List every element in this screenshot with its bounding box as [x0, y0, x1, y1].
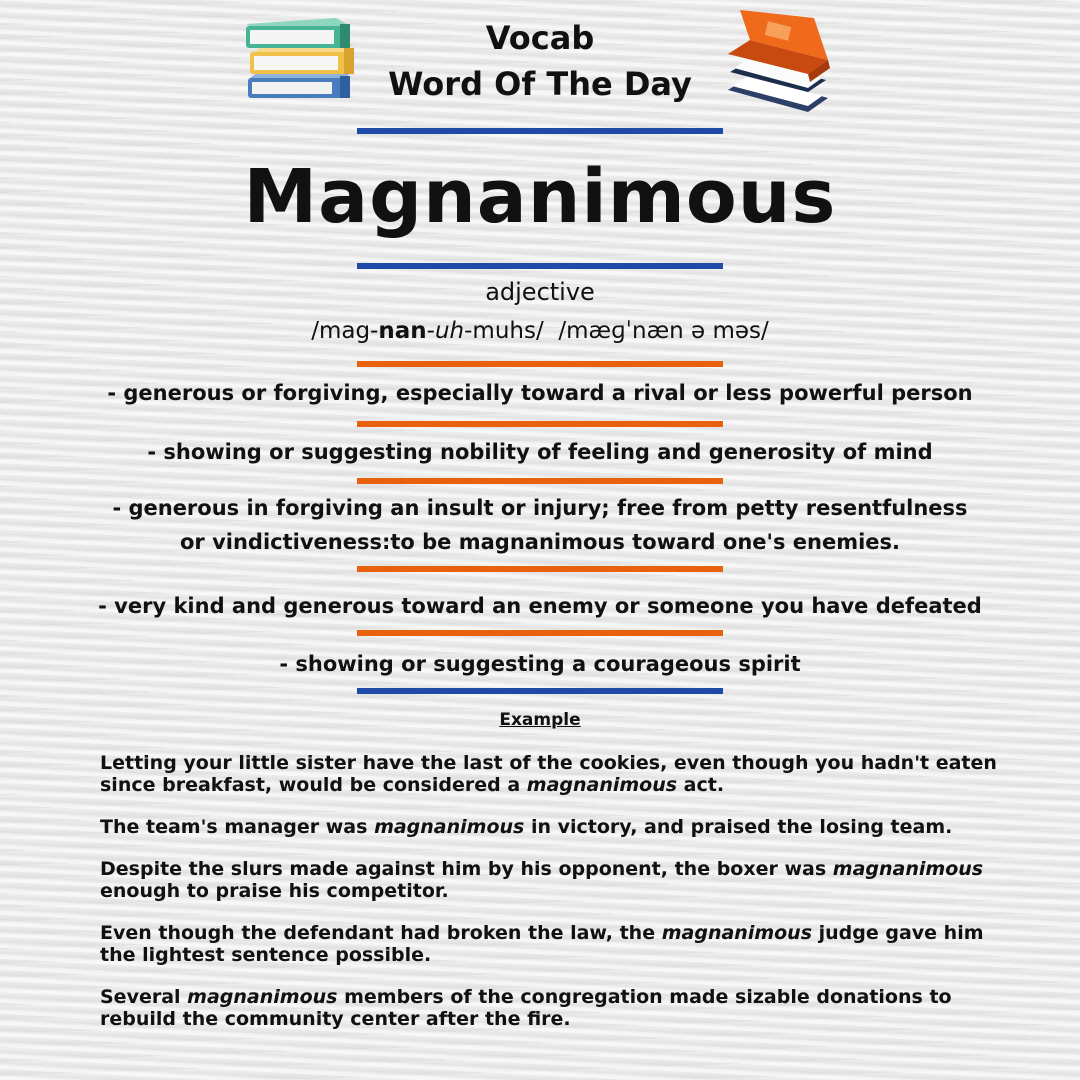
header-word-of-the-day: Word Of The Day — [388, 65, 692, 103]
pronunciation-ipa: /mæɡˈnæn ə məs/ — [558, 318, 769, 344]
definition-2: - showing or suggesting nobility of feeling and generosity of mind — [147, 440, 933, 464]
definition-4: - very kind and generous toward an enemy or someone you have defeated — [98, 594, 982, 618]
pronunciation-mid: - — [426, 318, 435, 344]
example-sentence: The team's manager was magnanimous in victory, and praised the losing team. — [100, 816, 953, 838]
divider — [357, 421, 723, 427]
definition-3-line-1: - generous in forgiving an insult or injury; free from petty resentfulness — [112, 496, 968, 520]
pronunciation-stress: nan — [378, 318, 427, 344]
definition-1: - generous or forgiving, especially toward a rival or less powerful person — [107, 381, 973, 405]
definition-5: - showing or suggesting a courageous spirit — [279, 652, 801, 676]
pronunciation — [0, 318, 1080, 344]
example-sentence: Despite the slurs made against him by his opponent, the boxer was magnanimous enough to praise his competitor. — [100, 858, 984, 902]
headword: Magnanimous — [243, 154, 837, 240]
example-sentence: Letting your little sister have the last of the cookies, even though you hadn't eaten since breakfast, would be considered a magnanimous act. — [100, 752, 997, 796]
part-of-speech: adjective — [485, 278, 595, 306]
example-list — [100, 752, 1000, 1050]
divider — [357, 361, 723, 367]
example-heading: Example — [499, 710, 581, 730]
pronunciation-pre: /mag- — [311, 318, 379, 344]
divider — [357, 128, 723, 134]
example-sentence: Even though the defendant had broken the law, the magnanimous judge gave him the lightest sentence possible. — [100, 922, 984, 966]
divider — [357, 478, 723, 484]
divider — [357, 630, 723, 636]
header-vocab: Vocab — [485, 19, 595, 57]
definition-3-line-2: or vindictiveness:to be magnanimous toward one's enemies. — [180, 530, 900, 554]
divider — [357, 566, 723, 572]
divider — [357, 688, 723, 694]
example-sentence: Several magnanimous members of the congregation made sizable donations to rebuild the community center after the fire. — [100, 986, 952, 1030]
pronunciation-post: -muhs/ — [464, 318, 544, 344]
divider — [357, 263, 723, 269]
pronunciation-italic: uh — [434, 318, 465, 344]
